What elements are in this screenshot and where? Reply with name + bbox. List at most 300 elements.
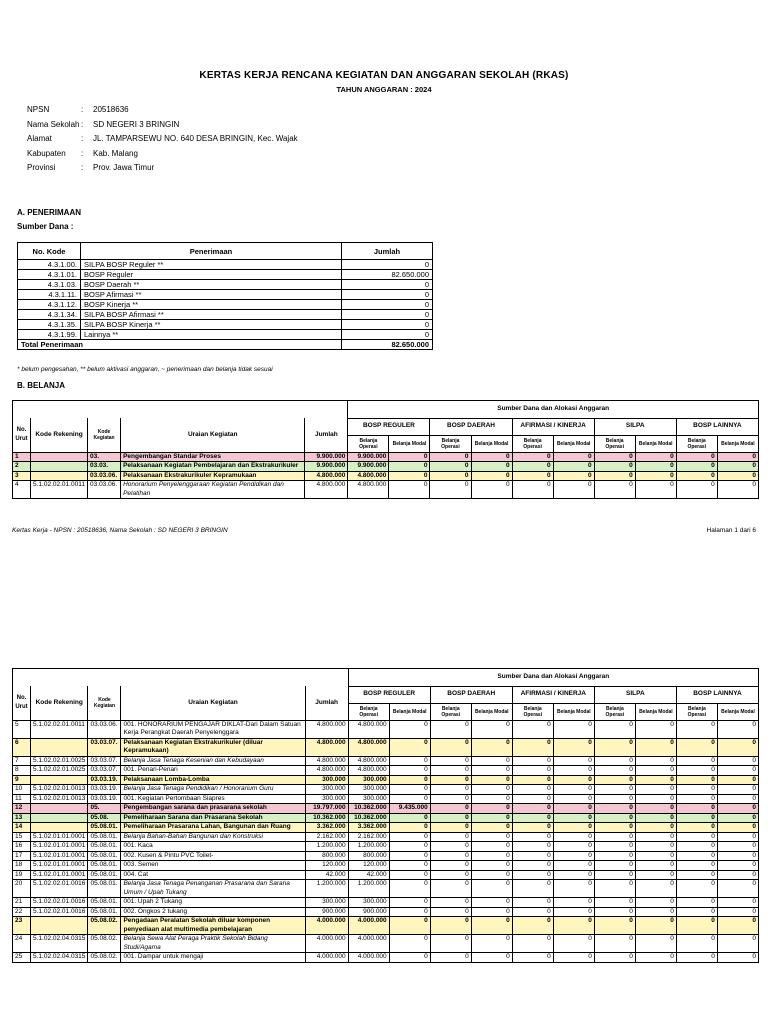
header-blank [13, 669, 349, 687]
alokasi-cell: 0 [389, 832, 430, 842]
alokasi-cell: 0 [594, 851, 635, 861]
alokasi-cell: 0 [430, 462, 471, 472]
no-urut-cell: 23 [13, 917, 31, 935]
alokasi-cell: 0 [553, 823, 594, 833]
alokasi-cell: 0 [717, 756, 758, 766]
alokasi-cell: 0 [512, 880, 553, 898]
alokasi-cell: 0 [717, 842, 758, 852]
table-row [13, 842, 759, 852]
alokasi-cell: 0 [676, 738, 717, 756]
header-group: BOSP LAINNYA [676, 686, 758, 703]
header-belanja-modal: Belanja Modal [717, 435, 758, 452]
no-urut-cell: 22 [13, 907, 31, 917]
alokasi-cell: 0 [389, 851, 430, 861]
header-belanja-modal: Belanja Modal [553, 703, 594, 720]
alokasi-cell: 0 [471, 794, 512, 804]
kode-kegiatan-cell: 03.03.06. [88, 471, 121, 481]
alokasi-cell: 0 [389, 823, 430, 833]
alokasi-cell: 0 [635, 832, 676, 842]
kode-rekening-cell [31, 804, 88, 814]
kode-cell: 4.3.1.99. [18, 330, 81, 340]
alokasi-cell: 0 [471, 953, 512, 963]
no-urut-cell: 24 [13, 935, 31, 953]
alokasi-cell: 0 [594, 775, 635, 785]
alokasi-cell: 0 [676, 804, 717, 814]
table-row [18, 330, 433, 340]
alokasi-cell: 0 [471, 898, 512, 908]
alokasi-cell: 0 [635, 720, 676, 738]
header-group: SILPA [594, 418, 676, 435]
alokasi-cell: 0 [430, 935, 471, 953]
header-row [13, 686, 759, 703]
no-urut-cell: 2 [13, 462, 31, 472]
table-row [13, 823, 759, 833]
jumlah-cell: 9.900.000 [305, 452, 348, 462]
header-belanja-modal: Belanja Modal [553, 435, 594, 452]
header-sumber-dana: Sumber Dana dan Alokasi Anggaran [348, 669, 758, 687]
kode-rekening-cell [31, 452, 88, 462]
header-group: BOSP LAINNYA [676, 418, 758, 435]
alokasi-cell: 0 [430, 832, 471, 842]
uraian-cell: 001. Kegiatan Pertombaan Siapres [121, 794, 305, 804]
no-urut-cell: 5 [13, 720, 31, 738]
alokasi-cell: 0 [471, 804, 512, 814]
no-urut-cell: 9 [13, 775, 31, 785]
info-row [27, 132, 298, 147]
alokasi-cell: 0 [553, 813, 594, 823]
alokasi-cell: 0 [635, 851, 676, 861]
penerimaan-cell: BOSP Daerah ** [81, 280, 342, 290]
alokasi-cell: 0 [717, 870, 758, 880]
col-jumlah: Jumlah [342, 243, 433, 260]
header-belanja-operasi: Belanja Operasi [676, 703, 717, 720]
header-belanja-operasi: Belanja Operasi [594, 703, 635, 720]
kode-rekening-cell: 5.1.02.02.04.0315 [31, 935, 88, 953]
jumlah-cell: 4.000.000 [305, 917, 348, 935]
uraian-cell: 004. Cat [121, 870, 305, 880]
jumlah-cell: 0 [342, 310, 433, 320]
alokasi-cell: 0 [594, 804, 635, 814]
alokasi-cell: 0 [676, 756, 717, 766]
alokasi-cell: 42.000 [348, 870, 389, 880]
table-row [13, 452, 759, 462]
table-row [13, 861, 759, 871]
info-key: NPSN [27, 105, 50, 114]
kode-cell: 4.3.1.03. [18, 280, 81, 290]
info-value: SD NEGERI 3 BRINGIN [93, 119, 180, 129]
kode-rekening-cell: 5.1.02.01.01.0001 [31, 870, 88, 880]
alokasi-cell: 0 [635, 935, 676, 953]
alokasi-cell: 0 [553, 832, 594, 842]
section-belanja: B. BELANJA [17, 381, 66, 390]
alokasi-cell: 300.000 [348, 794, 389, 804]
alokasi-cell: 0 [471, 935, 512, 953]
alokasi-cell: 0 [676, 953, 717, 963]
header-group: BOSP DAERAH [430, 418, 512, 435]
alokasi-cell: 0 [430, 775, 471, 785]
kode-kegiatan-cell: 05.08.01. [88, 870, 121, 880]
alokasi-cell: 0 [594, 832, 635, 842]
alokasi-cell: 0 [635, 462, 676, 472]
header-blank [13, 401, 348, 419]
header-jumlah: Jumlah [305, 418, 348, 452]
table-row [13, 935, 759, 953]
table-row [13, 738, 759, 756]
alokasi-cell: 0 [471, 907, 512, 917]
alokasi-cell: 0 [635, 898, 676, 908]
alokasi-cell: 0 [553, 861, 594, 871]
alokasi-cell: 0 [512, 794, 553, 804]
alokasi-cell: 0 [512, 842, 553, 852]
no-urut-cell: 17 [13, 851, 31, 861]
alokasi-cell: 0 [594, 842, 635, 852]
kode-rekening-cell: 5.1.02.02.01.0011 [31, 481, 88, 499]
alokasi-cell: 0 [471, 842, 512, 852]
alokasi-cell: 0 [676, 471, 717, 481]
alokasi-cell: 0 [553, 870, 594, 880]
no-urut-cell: 3 [13, 471, 31, 481]
alokasi-cell: 0 [676, 935, 717, 953]
uraian-cell: 001. Upah 2 Tukang [121, 898, 305, 908]
info-row [27, 103, 298, 118]
alokasi-cell: 0 [553, 452, 594, 462]
uraian-cell: Honorarium Penyelenggaraan Kegiatan Pendidikan dan Pelatihan [121, 481, 305, 499]
alokasi-cell: 0 [676, 851, 717, 861]
no-urut-cell: 11 [13, 794, 31, 804]
header-uraian: Uraian Kegiatan [121, 686, 305, 720]
uraian-cell: 001. Penari-Penari [121, 766, 305, 776]
header-belanja-operasi: Belanja Operasi [512, 703, 553, 720]
alokasi-cell: 0 [512, 823, 553, 833]
no-urut-cell: 19 [13, 870, 31, 880]
penerimaan-table [17, 242, 433, 350]
alokasi-cell: 0 [389, 738, 430, 756]
jumlah-cell: 0 [342, 330, 433, 340]
alokasi-cell: 0 [471, 462, 512, 472]
penerimaan-cell: SILPA BOSP Kinerja ** [81, 320, 342, 330]
alokasi-cell: 0 [389, 462, 430, 472]
jumlah-cell: 4.800.000 [305, 481, 348, 499]
kode-kegiatan-cell: 05. [88, 804, 121, 814]
no-urut-cell: 7 [13, 756, 31, 766]
alokasi-cell: 0 [430, 738, 471, 756]
no-urut-cell: 14 [13, 823, 31, 833]
kode-kegiatan-cell: 03.03.06. [88, 481, 121, 499]
info-key: Provinsi [27, 163, 56, 172]
document-title: KERTAS KERJA RENCANA KEGIATAN DAN ANGGARAN SEKOLAH (RKAS) [199, 70, 569, 81]
alokasi-cell: 4.800.000 [348, 720, 389, 738]
alokasi-cell: 0 [635, 775, 676, 785]
alokasi-cell: 0 [594, 452, 635, 462]
kode-cell: 4.3.1.11. [18, 290, 81, 300]
header-belanja-operasi: Belanja Operasi [676, 435, 717, 452]
table-row [13, 851, 759, 861]
table-row [13, 870, 759, 880]
alokasi-cell: 0 [471, 775, 512, 785]
alokasi-cell: 4.800.000 [348, 471, 389, 481]
alokasi-cell: 9.435.000 [389, 804, 430, 814]
uraian-cell: Pengembangan Standar Proses [121, 452, 305, 462]
alokasi-cell: 0 [717, 907, 758, 917]
alokasi-cell: 9.900.000 [348, 452, 389, 462]
alokasi-cell: 0 [635, 481, 676, 499]
alokasi-cell: 0 [594, 785, 635, 795]
alokasi-cell: 0 [635, 756, 676, 766]
alokasi-cell: 0 [553, 935, 594, 953]
jumlah-cell: 9.900.000 [305, 462, 348, 472]
alokasi-cell: 0 [512, 738, 553, 756]
alokasi-cell: 0 [512, 785, 553, 795]
alokasi-cell: 0 [389, 880, 430, 898]
alokasi-cell: 0 [512, 832, 553, 842]
alokasi-cell: 0 [717, 813, 758, 823]
kode-cell: 4.3.1.01. [18, 270, 81, 280]
kode-kegiatan-cell: 05.08.01. [88, 898, 121, 908]
info-row [27, 147, 298, 162]
alokasi-cell: 0 [389, 471, 430, 481]
alokasi-cell: 3.362.000 [348, 823, 389, 833]
alokasi-cell: 0 [389, 953, 430, 963]
alokasi-cell: 0 [635, 785, 676, 795]
uraian-cell: 001. Kaca [121, 842, 305, 852]
alokasi-cell: 0 [717, 861, 758, 871]
kode-kegiatan-cell: 05.08.01. [88, 861, 121, 871]
no-urut-cell: 13 [13, 813, 31, 823]
alokasi-cell: 0 [389, 775, 430, 785]
jumlah-cell: 4.800.000 [305, 720, 348, 738]
alokasi-cell: 0 [635, 823, 676, 833]
alokasi-cell: 0 [594, 935, 635, 953]
alokasi-cell: 0 [430, 953, 471, 963]
alokasi-cell: 0 [676, 823, 717, 833]
kode-cell: 4.3.1.00. [18, 260, 81, 270]
penerimaan-cell: BOSP Reguler [81, 270, 342, 280]
jumlah-cell: 4.800.000 [305, 756, 348, 766]
alokasi-cell: 0 [512, 851, 553, 861]
alokasi-cell: 0 [553, 481, 594, 499]
alokasi-cell: 0 [471, 851, 512, 861]
alokasi-cell: 0 [553, 756, 594, 766]
table-row [13, 832, 759, 842]
header-no-urut: No. Urut [13, 418, 31, 452]
no-urut-cell: 15 [13, 832, 31, 842]
alokasi-cell: 0 [389, 842, 430, 852]
alokasi-cell: 0 [676, 481, 717, 499]
header-kode-rekening: Kode Rekening [31, 686, 88, 720]
alokasi-cell: 0 [594, 481, 635, 499]
alokasi-cell: 0 [717, 452, 758, 462]
alokasi-cell: 0 [676, 842, 717, 852]
alokasi-cell: 0 [471, 720, 512, 738]
alokasi-cell: 0 [635, 953, 676, 963]
alokasi-cell: 0 [553, 917, 594, 935]
no-urut-cell: 16 [13, 842, 31, 852]
no-urut-cell: 6 [13, 738, 31, 756]
penerimaan-cell: SILPA BOSP Reguler ** [81, 260, 342, 270]
info-value: Kab. Malang [93, 148, 138, 158]
alokasi-cell: 0 [635, 870, 676, 880]
table-row [18, 280, 433, 290]
document-page-2 [0, 665, 768, 1024]
alokasi-cell: 0 [717, 935, 758, 953]
penerimaan-cell: BOSP Afirmasi ** [81, 290, 342, 300]
alokasi-cell: 0 [430, 842, 471, 852]
uraian-cell: 001. Dampar untuk mengaji [121, 953, 305, 963]
kode-kegiatan-cell: 03.03.07. [88, 738, 121, 756]
header-group: BOSP DAERAH [430, 686, 512, 703]
alokasi-cell: 0 [389, 870, 430, 880]
header-belanja-operasi: Belanja Operasi [430, 435, 471, 452]
alokasi-cell: 0 [512, 870, 553, 880]
table-row [18, 260, 433, 270]
alokasi-cell: 800.000 [348, 851, 389, 861]
table-row [18, 270, 433, 280]
alokasi-cell: 0 [471, 785, 512, 795]
alokasi-cell: 9.900.000 [348, 462, 389, 472]
total-row [18, 340, 433, 350]
alokasi-cell: 0 [553, 775, 594, 785]
header-group: BOSP REGULER [348, 686, 430, 703]
alokasi-cell: 0 [717, 804, 758, 814]
alokasi-cell: 0 [389, 766, 430, 776]
alokasi-cell: 0 [471, 481, 512, 499]
uraian-cell: Belanja Jasa Tenaga Kesenian dan Kebudayaan [121, 756, 305, 766]
table-row [13, 471, 759, 481]
alokasi-cell: 0 [471, 861, 512, 871]
uraian-cell: Belanja Sewa Alat Peraga Praktik Sekolah Bidang Studi/Agama [121, 935, 305, 953]
header-belanja-operasi: Belanja Operasi [512, 435, 553, 452]
alokasi-cell: 4.800.000 [348, 738, 389, 756]
alokasi-cell: 0 [594, 953, 635, 963]
alokasi-cell: 0 [594, 898, 635, 908]
alokasi-cell: 300.000 [348, 898, 389, 908]
alokasi-cell: 0 [430, 917, 471, 935]
info-value: Prov. Jawa Timur [93, 163, 155, 172]
header-uraian: Uraian Kegiatan [121, 418, 305, 452]
kode-rekening-cell: 5.1.02.02.01.0016 [31, 907, 88, 917]
alokasi-cell: 0 [594, 870, 635, 880]
uraian-cell: Pelaksanaan Kegiatan Pembelajaran dan Ekstrakurikuler [121, 462, 305, 472]
header-sumber-dana: Sumber Dana dan Alokasi Anggaran [348, 401, 759, 419]
alokasi-cell: 0 [717, 775, 758, 785]
alokasi-cell: 0 [676, 917, 717, 935]
header-belanja-modal: Belanja Modal [471, 703, 512, 720]
table-row [13, 756, 759, 766]
header-belanja-operasi: Belanja Operasi [348, 703, 389, 720]
alokasi-cell: 0 [389, 452, 430, 462]
alokasi-cell: 0 [635, 880, 676, 898]
no-urut-cell: 1 [13, 452, 31, 462]
alokasi-cell: 0 [635, 766, 676, 776]
info-colon: : [81, 163, 84, 172]
header-belanja-modal: Belanja Modal [471, 435, 512, 452]
kode-kegiatan-cell: 05.08.01. [88, 907, 121, 917]
alokasi-cell: 0 [471, 870, 512, 880]
alokasi-cell: 0 [389, 917, 430, 935]
alokasi-cell: 0 [430, 870, 471, 880]
alokasi-cell: 0 [717, 462, 758, 472]
kode-kegiatan-cell: 05.08.02. [88, 953, 121, 963]
belanja-table-page-1 [12, 400, 759, 499]
alokasi-cell: 0 [717, 471, 758, 481]
alokasi-cell: 0 [512, 917, 553, 935]
alokasi-cell: 0 [430, 861, 471, 871]
table-row [13, 813, 759, 823]
info-row [27, 118, 298, 133]
kode-rekening-cell [31, 775, 88, 785]
jumlah-cell: 300.000 [305, 794, 348, 804]
kode-rekening-cell: 5.1.02.02.01.0016 [31, 880, 88, 898]
kode-rekening-cell: 5.1.02.02.01.0013 [31, 785, 88, 795]
alokasi-cell: 0 [594, 720, 635, 738]
alokasi-cell: 0 [553, 720, 594, 738]
penerimaan-cell: Lainnya ** [81, 330, 342, 340]
uraian-cell: Belanja Jasa Tenaga Pendidikan / Honorarium Guru [121, 785, 305, 795]
jumlah-cell: 1.200.000 [305, 880, 348, 898]
info-colon: : [81, 134, 84, 143]
kode-kegiatan-cell: 03.03.07. [88, 766, 121, 776]
alokasi-cell: 0 [389, 907, 430, 917]
alokasi-cell: 0 [430, 813, 471, 823]
no-urut-cell: 4 [13, 481, 31, 499]
kode-rekening-cell [31, 471, 88, 481]
kode-rekening-cell [31, 823, 88, 833]
alokasi-cell: 0 [635, 842, 676, 852]
alokasi-cell: 0 [389, 481, 430, 499]
alokasi-cell: 0 [471, 452, 512, 462]
header-belanja-modal: Belanja Modal [635, 435, 676, 452]
jumlah-cell: 0 [342, 290, 433, 300]
table-row [13, 907, 759, 917]
footer-right: Halaman 1 dari 6 [706, 527, 756, 534]
alokasi-cell: 0 [594, 766, 635, 776]
alokasi-cell: 0 [430, 452, 471, 462]
kode-kegiatan-cell: 05.08.01. [88, 851, 121, 861]
alokasi-cell: 0 [717, 917, 758, 935]
alokasi-cell: 0 [717, 720, 758, 738]
alokasi-cell: 0 [676, 870, 717, 880]
alokasi-cell: 0 [717, 953, 758, 963]
alokasi-cell: 0 [512, 766, 553, 776]
alokasi-cell: 0 [676, 880, 717, 898]
alokasi-cell: 0 [594, 880, 635, 898]
alokasi-cell: 0 [512, 907, 553, 917]
alokasi-cell: 0 [717, 880, 758, 898]
uraian-cell: Pemeliharaan Prasarana Lahan, Bangunan dan Ruang [121, 823, 305, 833]
kode-rekening-cell [31, 813, 88, 823]
alokasi-cell: 0 [553, 785, 594, 795]
alokasi-cell: 0 [717, 823, 758, 833]
header-group: BOSP REGULER [348, 418, 430, 435]
alokasi-cell: 0 [512, 471, 553, 481]
uraian-cell: Pelaksanaan Lomba-Lomba [121, 775, 305, 785]
penerimaan-cell: BOSP Kinerja ** [81, 300, 342, 310]
alokasi-cell: 0 [430, 785, 471, 795]
alokasi-cell: 1.200.000 [348, 880, 389, 898]
alokasi-cell: 0 [430, 804, 471, 814]
alokasi-cell: 0 [676, 462, 717, 472]
alokasi-cell: 0 [471, 766, 512, 776]
alokasi-cell: 0 [717, 794, 758, 804]
belanja-table-page-2 [12, 668, 759, 963]
no-urut-cell: 20 [13, 880, 31, 898]
alokasi-cell: 0 [717, 898, 758, 908]
header-belanja-operasi: Belanja Operasi [594, 435, 635, 452]
info-colon: : [81, 148, 84, 158]
jumlah-cell: 4.800.000 [305, 471, 348, 481]
kode-rekening-cell: 5.1.02.01.01.0001 [31, 861, 88, 871]
header-row [13, 418, 759, 435]
